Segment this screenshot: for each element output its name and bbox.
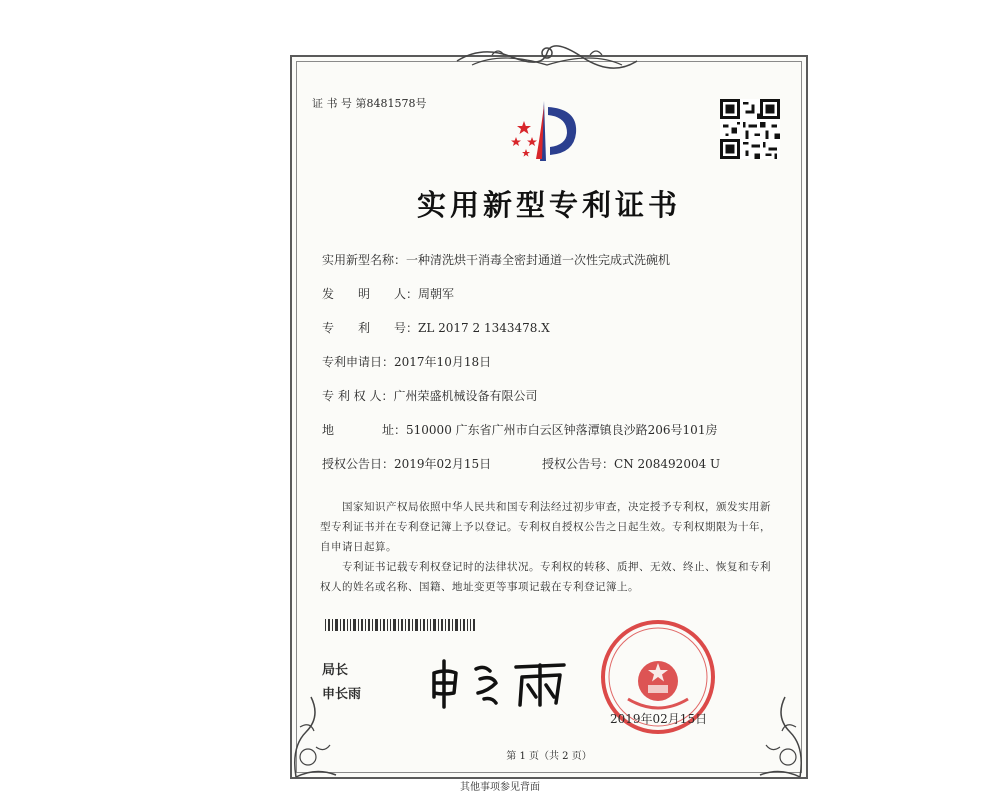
grant-number-value: CN 208492004 U bbox=[614, 457, 721, 471]
grant-date-label: 授权公告日： bbox=[322, 457, 395, 471]
bottom-right-ornament bbox=[750, 687, 810, 782]
top-ornament bbox=[452, 43, 642, 71]
handwritten-signature bbox=[424, 657, 574, 709]
patentee-value: 广州荣盛机械设备有限公司 bbox=[393, 389, 538, 403]
filing-date-row bbox=[322, 353, 491, 370]
grant-date-value: 2019年02月15日 bbox=[394, 457, 492, 471]
address-label: 地 址： bbox=[322, 423, 407, 437]
certificate-title: 实用新型专利证书 bbox=[416, 188, 681, 222]
filing-date-label: 专利申请日： bbox=[322, 355, 395, 369]
signatory-title: 局长 bbox=[322, 663, 349, 678]
filing-date-value: 2017年10月18日 bbox=[394, 355, 492, 369]
inventor-value: 周朝军 bbox=[418, 287, 455, 301]
utility-model-name-row bbox=[322, 251, 670, 268]
grant-number-row bbox=[542, 455, 720, 472]
patent-office-logo bbox=[506, 97, 586, 167]
grant-date-row bbox=[322, 455, 491, 472]
footer-note: 其他事项参见背面 bbox=[460, 782, 540, 793]
patent-number-row bbox=[322, 319, 550, 336]
address-row bbox=[322, 421, 717, 438]
inventor-row bbox=[322, 285, 454, 302]
utility-model-name-label: 实用新型名称： bbox=[322, 253, 407, 267]
legal-status-paragraph: 专利证书记载专利权登记时的法律状况。专利权的转移、质押、无效、终止、恢复和专利权人的姓名或名称、国籍、地址变更等事项记载在专利登记簿上。 bbox=[320, 561, 771, 593]
seal-date: 2019年02月15日 bbox=[610, 712, 708, 726]
patent-number-value: ZL 2017 2 1343478.X bbox=[418, 321, 550, 335]
patent-number-label: 专 利 号： bbox=[322, 321, 419, 335]
patentee-row bbox=[322, 387, 537, 404]
certificate-number: 证 书 号 第8481578号 bbox=[312, 97, 427, 110]
qr-code bbox=[720, 99, 780, 159]
page-number: 第 1 页（共 2 页） bbox=[506, 751, 592, 762]
certificate-frame bbox=[290, 55, 808, 779]
grant-number-label: 授权公告号： bbox=[542, 457, 615, 471]
barcode bbox=[325, 619, 475, 631]
utility-model-name-value: 一种清洗烘干消毒全密封通道一次性完成式洗碗机 bbox=[406, 253, 671, 267]
signatory-name: 申长雨 bbox=[322, 687, 362, 702]
inventor-label: 发 明 人： bbox=[322, 287, 419, 301]
grant-statement-paragraph: 国家知识产权局依照中华人民共和国专利法经过初步审查，决定授予专利权，颁发实用新型专利证书并在专利登记簿上予以登记。专利权自授权公告之日起生效。专利权期限为十年，自申请日起算。 bbox=[320, 501, 771, 553]
patentee-label: 专 利 权 人： bbox=[322, 389, 394, 403]
address-value: 510000 广东省广州市白云区钟落潭镇良沙路206号101房 bbox=[406, 423, 718, 437]
